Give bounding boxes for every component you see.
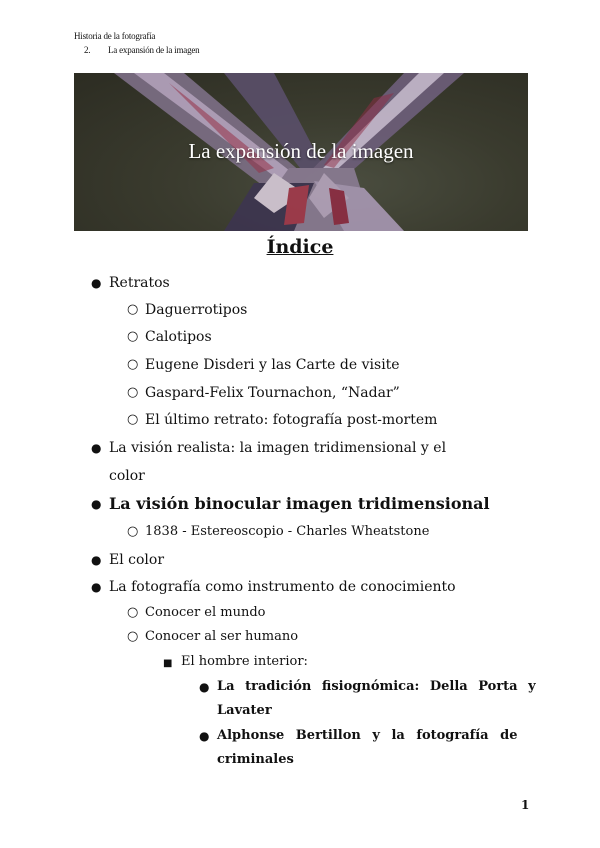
circle-bullet-icon: ○: [127, 524, 139, 539]
bullet-icon: ●: [91, 580, 102, 594]
circle-bullet-icon: ○: [127, 605, 139, 620]
circle-bullet-icon: ○: [127, 412, 139, 427]
bullet-icon: ●: [91, 441, 102, 455]
bullet-icon: ●: [91, 497, 102, 511]
running-header-title: Historia de la fotografía: [74, 31, 156, 41]
running-header-section: [84, 45, 199, 55]
section-title: La expansión de la imagen: [108, 45, 200, 55]
section-number: 2.: [84, 45, 91, 55]
banner-title: La expansión de la imagen: [188, 139, 414, 163]
bullet-icon: ●: [199, 680, 210, 694]
circle-bullet-icon: ○: [127, 385, 139, 400]
circle-bullet-icon: ○: [127, 357, 139, 372]
bullet-icon: ●: [199, 729, 210, 743]
cover-banner-image: [74, 73, 528, 231]
index-title: Índice: [266, 236, 334, 258]
bullet-icon: ●: [91, 276, 102, 290]
circle-bullet-icon: ○: [127, 302, 139, 317]
bullet-icon: ●: [91, 553, 102, 567]
page-number: 1: [521, 798, 530, 812]
circle-bullet-icon: ○: [127, 329, 139, 344]
square-bullet-icon: ■: [163, 658, 173, 669]
circle-bullet-icon: ○: [127, 629, 139, 644]
